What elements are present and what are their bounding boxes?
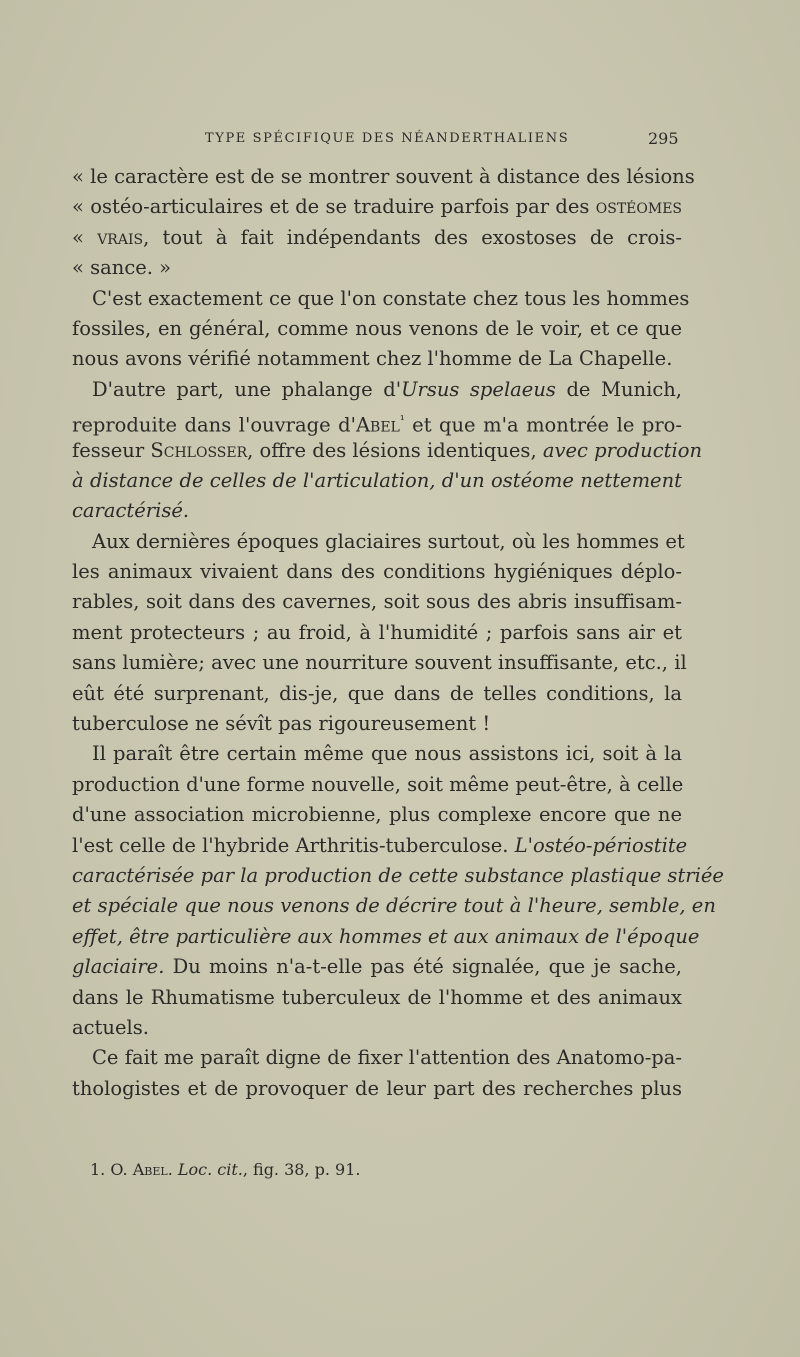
text-segment: fesseur [72,438,151,462]
text-segment: , offre des lésions identiques, [247,438,543,462]
text-line [72,527,685,557]
text-line [72,739,682,769]
text-segment: dans le Rhumatisme tuberculeux de l'homme et des animaux [72,985,682,1009]
text-segment: tuberculose ne sévît pas rigoureusement ! [72,712,491,736]
text-segment: vrais [97,225,144,249]
footnote [90,1160,361,1179]
text-segment: Schlosser [150,438,248,462]
text-segment: Loc. cit. [177,1160,243,1179]
text-line [72,436,703,466]
text-line [72,344,682,374]
text-segment: D'autre part, une phalange d' [92,377,402,401]
running-title: TYPE SPÉCIFIQUE DES NÉANDERTHALIENS [205,131,570,146]
text-segment: Il paraît être certain même que nous assistons ici, soit à la [92,742,682,766]
text-segment: reproduite dans l'ouvrage d' [72,413,356,437]
text-segment: eût été surprenant, dis-je, que dans de telles conditions, la [72,681,682,705]
text-line [72,679,682,709]
text-line [72,1013,682,1043]
text-segment: avec production [542,438,703,462]
text-segment: Du moins n'a-t-elle pas été signalée, que je sache, [164,955,682,979]
text-line [72,466,682,496]
text-line [72,709,682,739]
text-line [72,952,682,982]
text-segment: , fig. 38, p. 91. [242,1160,361,1179]
text-segment: Ursus spelaeus [401,377,556,401]
text-segment: sans lumière; avec une nourriture souvent insuffisante, etc., il [72,651,687,675]
footnote-marker: ¹ [399,413,405,428]
text-segment: de Munich, [555,377,682,401]
text-segment: « le caractère est de se montrer souvent à distance des lésions [72,165,695,188]
text-line [72,1074,682,1104]
text-segment: fossiles, en général, comme nous venons de le voir, et ce que [72,316,682,340]
text-segment: ment protecteurs ; au froid, à l'humidité ; parfois sans air et [72,620,682,644]
text-line [72,496,682,526]
body-text [72,162,724,1104]
text-segment: Abel [355,413,400,437]
text-line [72,983,682,1013]
text-line [72,375,682,405]
text-segment: nous avons vérifié notamment chez l'homme de La Chapelle. [72,347,673,371]
text-line [72,1043,682,1073]
text-segment: et spéciale que nous venons de décrire tout à l'heure, semble, en [72,894,716,918]
text-line [72,861,724,891]
text-segment: thologistes et de provoquer de leur part des recherches plus [72,1076,682,1100]
text-segment: « sance. » [72,256,172,280]
text-segment: caractérisée par la production de cette substance plastique striée [72,863,724,887]
text-line [72,314,682,344]
text-segment: Aux dernières époques glaciaires surtout, où les hommes et [92,529,685,553]
text-line [72,587,682,617]
running-header [0,128,800,152]
text-line [72,284,690,314]
text-line [72,831,688,861]
text-segment: d'une association microbienne, plus complexe encore que ne [72,803,682,827]
text-line [72,618,682,648]
text-line [72,770,682,800]
text-segment: Abel [132,1160,168,1179]
text-segment: . [167,1160,178,1179]
text-segment: « ostéo-articulaires et de se traduire parfois par des [72,195,596,219]
text-segment: rables, soit dans des cavernes, soit sous des abris insuffisam- [72,590,682,614]
text-line [72,405,682,435]
text-segment: caractérisé. [72,499,190,523]
text-segment: production d'une forme nouvelle, soit même peut-être, à celle [72,772,684,796]
text-line [72,192,682,222]
text-segment: « [72,225,98,249]
text-segment: l'est celle de l'hybride Arthritis-tuberculose. [72,833,515,857]
text-segment: ostéomes [595,195,682,219]
page-number: 295 [648,129,679,148]
text-segment: , tout à fait indépendants des exostoses de crois- [143,225,682,249]
text-segment: Ce fait me paraît digne de fixer l'attention des Anatomo-pa- [92,1046,682,1070]
text-segment: C'est exactement ce que l'on constate chez tous les hommes [92,286,690,310]
text-segment: effet, être particulière aux hommes et aux animaux de l'époque [72,924,700,948]
text-segment: glaciaire. [72,955,165,979]
text-line [72,648,687,678]
text-segment: L'ostéo-périostite [514,833,688,857]
text-line [72,253,682,283]
text-line [72,223,682,253]
text-line [72,922,700,952]
text-line [72,800,682,830]
text-line [72,162,695,192]
text-segment: et que m'a montrée le pro- [404,413,682,437]
text-segment: les animaux vivaient dans des conditions hygiéniques déplo- [72,560,682,584]
text-segment: 1. O. [90,1160,133,1179]
text-line [72,891,716,921]
text-line [72,557,682,587]
text-segment: actuels. [72,1015,149,1039]
text-segment: à distance de celles de l'articulation, d'un ostéome nettement [72,468,682,492]
